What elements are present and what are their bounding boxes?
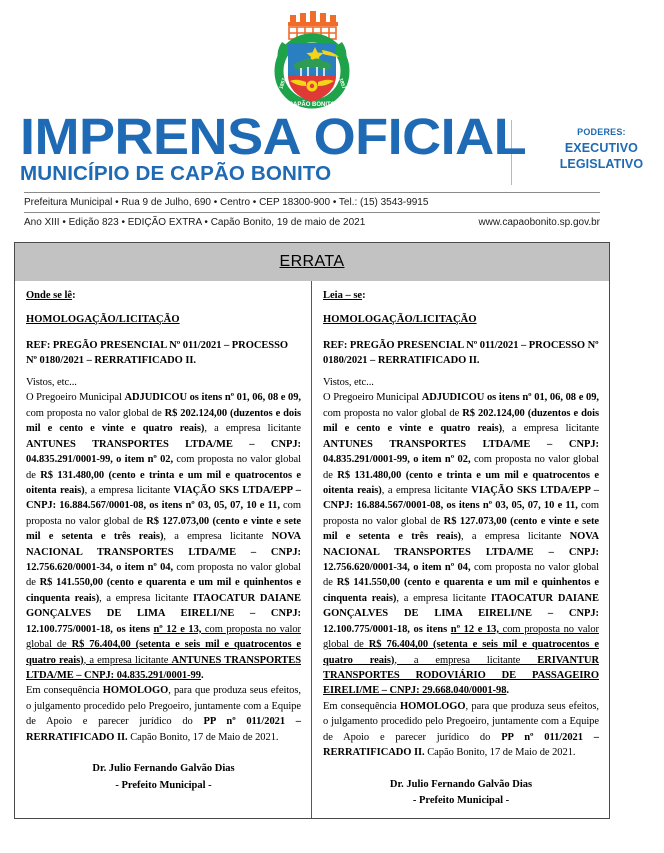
svg-text:1857: 1857 (278, 77, 288, 90)
column-header-onde-se-le-label: Onde se lê (26, 289, 73, 301)
signature-right (323, 777, 599, 811)
title-block (20, 108, 527, 185)
body-text-left: Vistos, etc... O Pregoeiro Municipal ADJUDICOU os itens nº 01, 06, 08 e 09, com proposta no valor global de R$ 202.124,00 (duzentos e dois mil e cento e vinte e quatro reais), a empresa licitante ANTUNES TRANSPORTES LTDA/ME – CNPJ: 04.835.291/0001-99, o item nº 02, com proposta no valor global de R$ 131.480,00 (cento e trinta e um mil e quatrocentos e oitenta reais), a empresa licitante VIAÇÃO SKS LTDA/EPP – CNPJ: 16.884.567/0001-08, os itens nº 03, 05, 07, 10 e 11, com proposta no valor global de R$ 127.073,00 (cento e vinte e sete mil e setenta e três reais), a empresa licitante NOVA NACIONAL TRANSPORTES LTDA/ME – CNPJ: 12.756.620/0001-34, o item nº 04, com proposta no valor global de R$ 141.550,00 (cento e quarenta e um mil e quinhentos e cinquenta reais), a empresa licitante ITAOCATUR DAIANE GONÇALVES DE LIMA EIRELI/NE – CNPJ: 12.100.775/0001-18, os itens nº 12 e 13, com proposta no valor global de R$ 76.404,00 (setenta e seis mil e quatrocentos e quatro reais), a empresa licitante ANTUNES TRANSPORTES LTDA/ME – CNPJ: 04.835.291/0001-99. Em consequência HOMOLOGO, para que produza seus efeitos, o julgamento procedido pelo Pregoeiro, juntamente com a Equipe de Apoio e parecer jurídico do PP nº 011/2021 – RERRATIFICADO II. Capão Bonito, 17 de Maio de 2021. (26, 376, 302, 743)
signature-left (26, 761, 301, 795)
contact-line: Prefeitura Municipal • Rua 9 de Julho, 690 • Centro • CEP 18300-900 • Tel.: (15) 3543-9915 (24, 196, 429, 208)
column-header-leia-se-colon: : (362, 289, 366, 301)
section-head-left: HOMOLOGAÇÃO/LICITAÇÃO (26, 313, 180, 325)
signature-role-right: - Prefeito Municipal - (412, 795, 510, 807)
column-header-leia-se (323, 290, 599, 301)
svg-text:1857: 1857 (337, 77, 347, 90)
poderes-block (511, 120, 664, 185)
contact-line-row (12, 193, 612, 212)
section-head-right: HOMOLOGAÇÃO/LICITAÇÃO (323, 313, 477, 325)
body-text-right: Vistos, etc... O Pregoeiro Municipal ADJUDICOU os itens nº 01, 06, 08 e 09, com proposta no valor global de R$ 202.124,00 (duzentos e dois mil e cento e vinte e quatro reais), a empresa licitante ANTUNES TRANSPORTES LTDA/ME – CNPJ: 04.835.291/0001-99, o item nº 02, com proposta no valor global de R$ 131.480,00 (cento e trinta e um mil e quatrocentos e oitenta reais), a empresa licitante VIAÇÃO SKS LTDA/EPP – CNPJ: 16.884.567/0001-08, os itens nº 03, 05, 07, 10 e 11, com proposta no valor global de R$ 127.073,00 (cento e vinte e sete mil e setenta e três reais), a empresa licitante NOVA NACIONAL TRANSPORTES LTDA/ME – CNPJ: 12.756.620/0001-34, o item nº 04, com proposta no valor global de R$ 141.550,00 (cento e quarenta e um mil e quinhentos e cinquenta reais), a empresa licitante ITAOCATUR DAIANE GONÇALVES DE LIMA EIRELI/NE – CNPJ: 12.100.775/0001-18, os itens nº 12 e 13, com proposta no valor global de R$ 76.404,00 (setenta e seis mil e quatrocentos e quatro reais), a empresa licitante ERIVANTUR TRANSPORTES RODOVIÁRIO DE PASSAGEIRO EIRELI/ME – CNPJ: 29.668.040/0001-98. Em consequência HOMOLOGO, para que produza seus efeitos, o julgamento procedido pelo Pregoeiro, juntamente com a Equipe de Apoio e parecer jurídico do PP nº 011/2021 – RERRATIFICADO II. Capão Bonito, 17 de Maio de 2021. (323, 376, 600, 759)
coat-of-arms-icon (260, 8, 364, 116)
svg-text:CAPÃO BONITO: CAPÃO BONITO (288, 102, 336, 108)
column-header-onde-se-le (26, 290, 301, 301)
poderes-item-executivo: EXECUTIVO (564, 140, 639, 155)
ref-line-right: REF: PREGÃO PRESENCIAL Nº 011/2021 – PROCESSO Nº 0180/2021 – RERRATIFICADO II. (323, 339, 599, 367)
edition-line-row (12, 213, 612, 232)
errata-title: ERRATA (279, 252, 345, 270)
crest-container (12, 8, 612, 118)
column-header-leia-se-label: Leia – se (323, 289, 363, 301)
errata-box (14, 242, 610, 819)
title-row (12, 108, 644, 185)
errata-column-corrected (312, 281, 609, 818)
page-subtitle: MUNICÍPIO DE CAPÃO BONITO (20, 162, 332, 185)
page-title: IMPRENSA OFICIAL (20, 108, 527, 165)
column-header-onde-se-le-colon: : (72, 289, 76, 301)
signature-name-left: Dr. Julio Fernando Galvão Dias (92, 763, 235, 775)
errata-column-original (15, 281, 312, 818)
poderes-item-legislativo: LEGISLATIVO (559, 157, 644, 172)
website-link[interactable]: www.capaobonito.sp.gov.br (478, 216, 600, 228)
poderes-label: PODERES: (577, 127, 626, 137)
ref-line-left: REF: PREGÃO PRESENCIAL Nº 011/2021 – PROCESSO Nº 0180/2021 – RERRATIFICADO II. (26, 339, 288, 367)
signature-name-right: Dr. Julio Fernando Galvão Dias (389, 778, 533, 790)
errata-columns (15, 281, 609, 818)
errata-banner (15, 243, 609, 281)
masthead (0, 0, 644, 232)
signature-role-left: - Prefeito Municipal - (115, 779, 212, 791)
edition-line: Ano XIII • Edição 823 • EDIÇÃO EXTRA • Capão Bonito, 19 de maio de 2021 (24, 216, 366, 228)
